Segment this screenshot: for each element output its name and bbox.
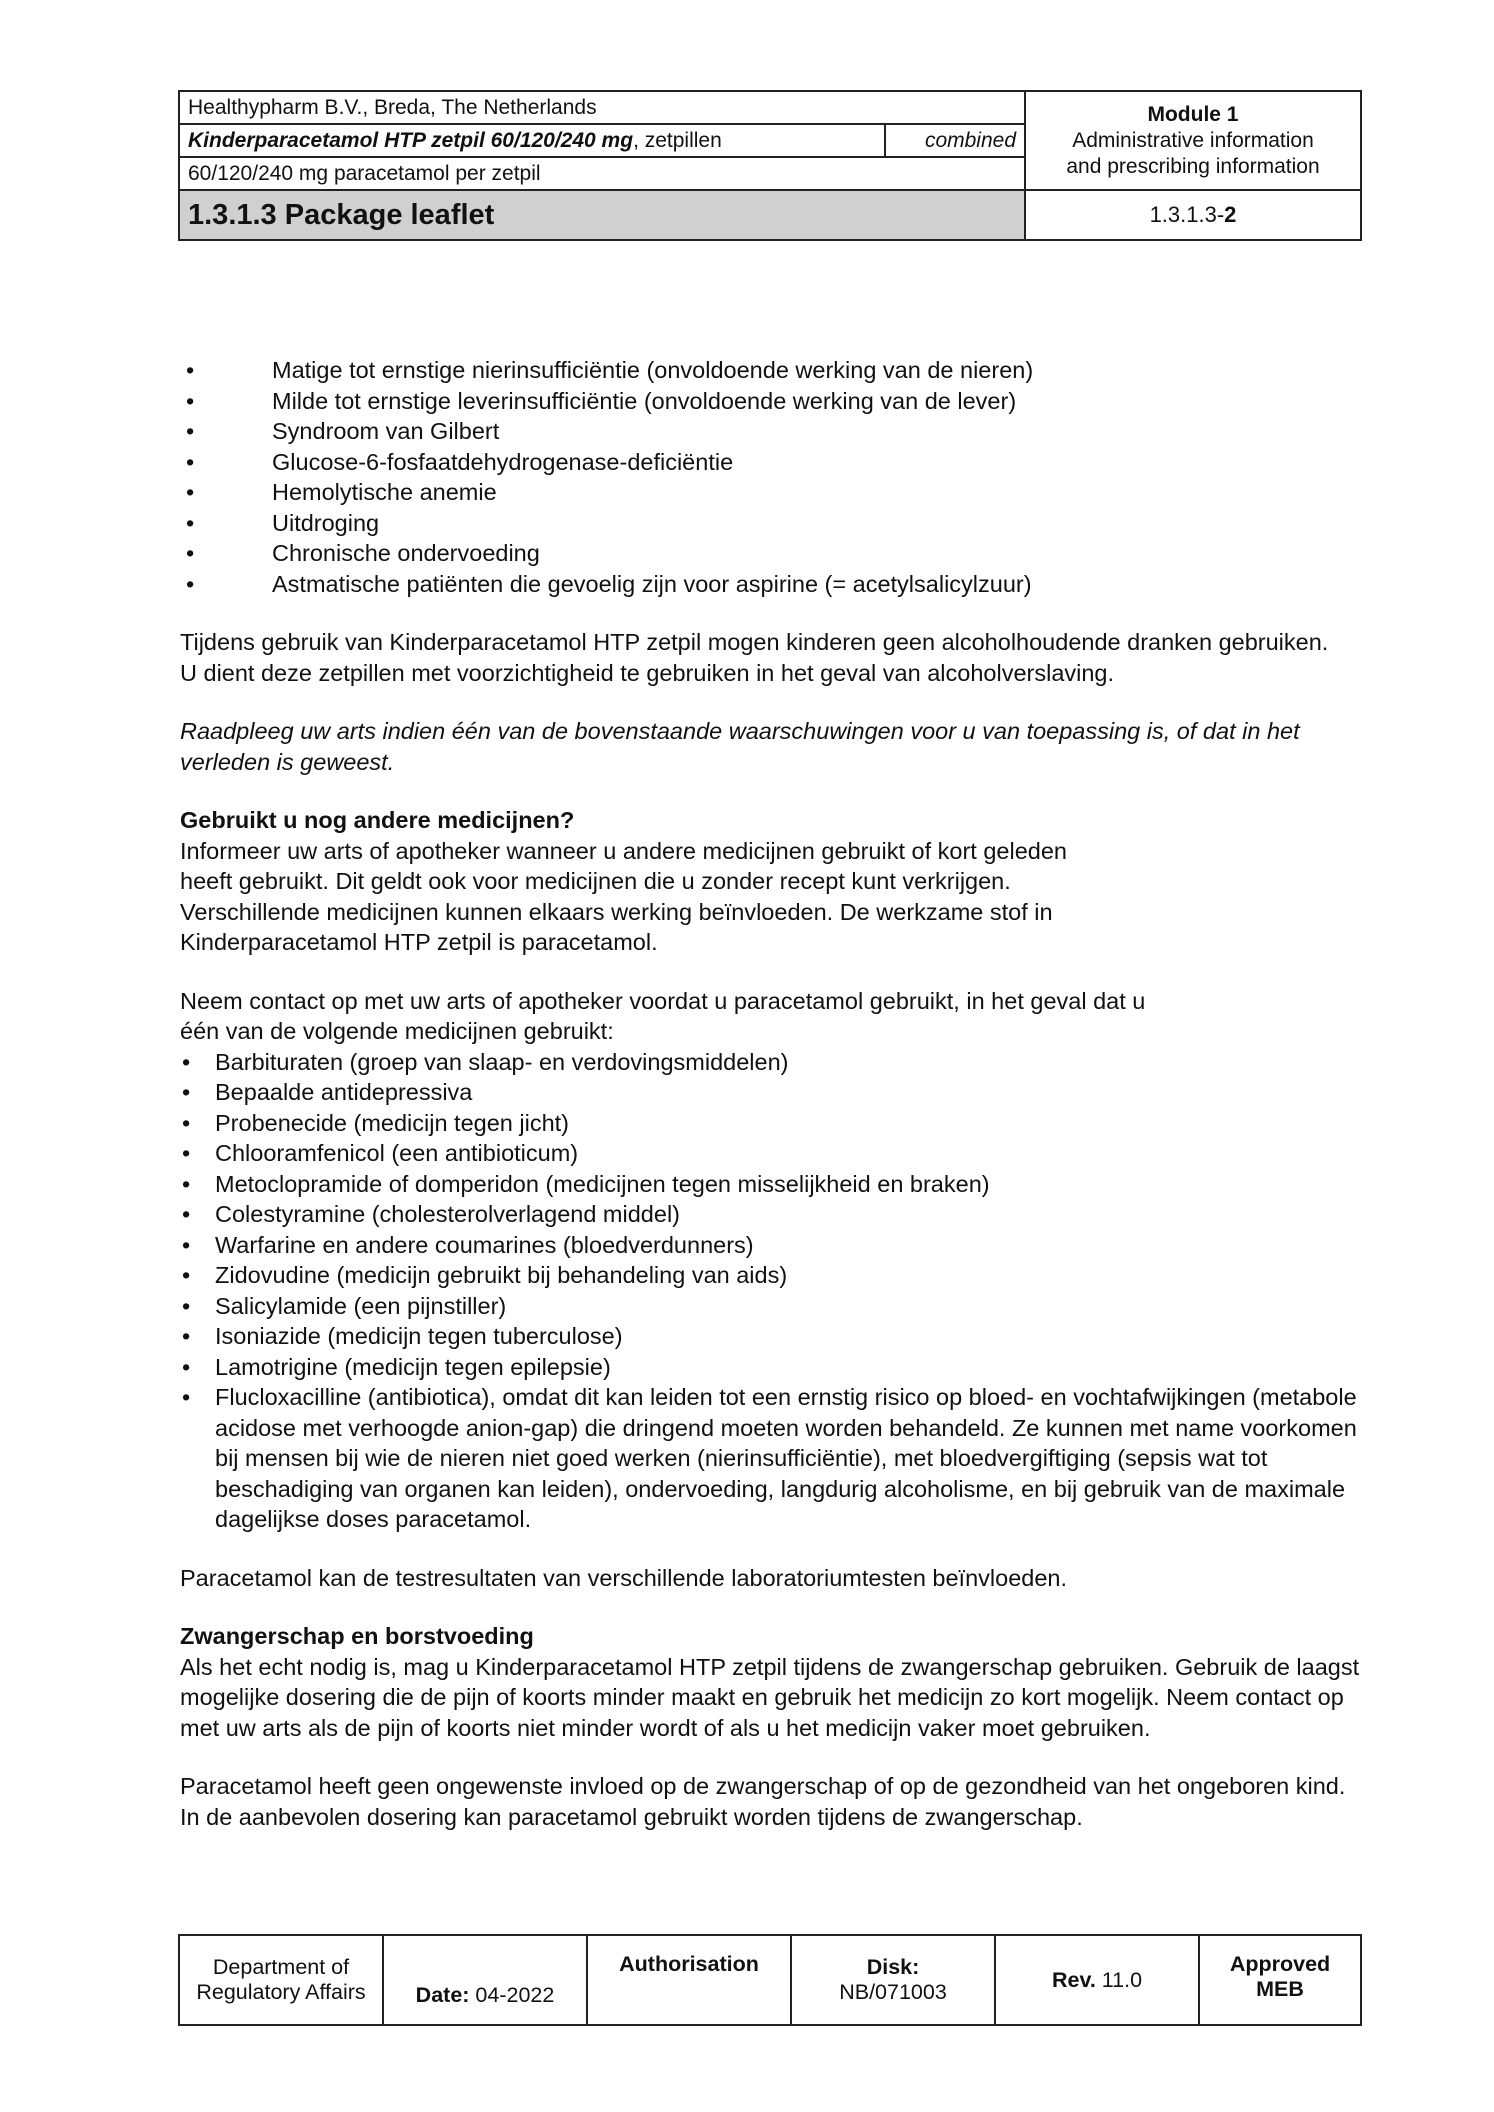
approved-cell: Approved MEB (1199, 1935, 1361, 2025)
other-medicines-line: Verschillende medicijnen kunnen elkaars werking beïnvloeden. De werkzame stof in (180, 898, 1053, 925)
disk-label: Disk: (866, 1955, 920, 1979)
other-medicines-line: heeft gebruikt. Dit geldt ook voor medicijnen die u zonder recept kunt verkrijgen. (180, 868, 1011, 894)
module-title: Module 1 (1147, 102, 1239, 126)
consult-note: Raadpleeg uw arts indien één van de bovenstaande waarschuwingen voor u van toepassing is, of dat in het verleden is geweest. (180, 718, 1300, 775)
list-item: • Isoniazide (medicijn tegen tuberculose) (180, 1321, 1365, 1352)
medicines-list (180, 1047, 1365, 1535)
other-medicines-heading: Gebruikt u nog andere medicijnen? (180, 807, 575, 833)
list-item: • Astmatische patiënten die gevoelig zijn voor aspirine (= acetylsalicylzuur) (180, 569, 1365, 600)
revision-cell (995, 1935, 1199, 2025)
list-item: • Flucloxacilline (antibiotica), omdat dit kan leiden tot een ernstig risico op bloed- en vochtafwijkingen (metabole acidose met verhoogde anion-gap) die dringend moeten worden behandeld. Ze kunnen met name voorkomen bij mensen bij wie de nieren niet goed werken (nierinsufficiëntie), met bloedvergiftiging (sepsis wat tot beschadiging van organen kan leiden), ondervoeding, langdurig alcoholisme, en bij gebruik van de maximale dagelijkse doses paracetamol. (180, 1382, 1365, 1535)
module-cell (1025, 91, 1361, 190)
header-table (178, 90, 1362, 241)
list-item: • Bepaalde antidepressiva (180, 1077, 1365, 1108)
page-prefix: 1.3.1.3- (1149, 202, 1225, 227)
contact-line: Neem contact op met uw arts of apotheker voordat u paracetamol gebruikt, in het geval dat u (180, 987, 1146, 1014)
list-item: • Barbituraten (groep van slaap- en verdovingsmiddelen) (180, 1047, 1365, 1078)
date-label: Date: (415, 1982, 470, 2007)
module-subtitle-1: Administrative information (1072, 128, 1314, 152)
department-cell (179, 1935, 383, 2025)
date-value: 04-2022 (469, 1982, 555, 2007)
date-cell (383, 1935, 587, 2025)
conditions-list (180, 355, 1365, 599)
module-subtitle-2: and prescribing information (1066, 154, 1320, 178)
list-item: • Matige tot ernstige nierinsufficiëntie (onvoldoende werking van de nieren) (180, 355, 1365, 386)
product-form: , zetpillen (633, 128, 722, 152)
list-item: • Uitdroging (180, 508, 1365, 539)
page-number: 2 (1224, 202, 1237, 227)
department-line-1: Department of (212, 1955, 350, 1979)
strength-cell: 60/120/240 mg paracetamol per zetpil (179, 157, 1025, 190)
revision-value: 11.0 (1095, 1967, 1143, 1992)
pregnancy-paragraph-2: Paracetamol heeft geen ongewenste invloed op de zwangerschap of op de gezondheid van het ongeboren kind. In de aanbevolen dosering kan paracetamol gebruikt worden tijdens de zwangerschap. (180, 1773, 1346, 1830)
list-item: • Syndroom van Gilbert (180, 416, 1365, 447)
list-item: • Hemolytische anemie (180, 477, 1365, 508)
contact-line: één van de volgende medicijnen gebruikt: (180, 1018, 614, 1044)
page-number-cell (1025, 190, 1361, 240)
other-medicines-line: Kinderparacetamol HTP zetpil is paracetamol. (180, 929, 658, 955)
leaflet-body (180, 355, 1365, 1832)
pregnancy-paragraph-1: Als het echt nodig is, mag u Kinderparacetamol HTP zetpil tijdens de zwangerschap gebruiken. Gebruik de laagst mogelijke dosering die de pijn of koorts minder maakt en gebruik het medicijn zo kort mogelijk. Neem contact op met uw arts als de pijn of koorts niet minder wordt of als u het medicijn vaker moet gebruiken. (180, 1653, 1360, 1741)
list-item: • Chlooramfenicol (een antibioticum) (180, 1138, 1365, 1169)
list-item: • Metoclopramide of domperidon (medicijnen tegen misselijkheid en braken) (180, 1169, 1365, 1200)
list-item: • Chronische ondervoeding (180, 538, 1365, 569)
product-cell (179, 124, 885, 157)
list-item: • Lamotrigine (medicijn tegen epilepsie) (180, 1352, 1365, 1383)
list-item: • Salicylamide (een pijnstiller) (180, 1291, 1365, 1322)
disk-value: NB/071003 (839, 1980, 947, 2004)
disk-cell (791, 1935, 995, 2025)
department-line-2: Regulatory Affairs (196, 1980, 366, 2004)
revision-label: Rev. (1051, 1967, 1096, 1992)
list-item: • Milde tot ernstige leverinsufficiëntie (onvoldoende werking van de lever) (180, 386, 1365, 417)
list-item: • Zidovudine (medicijn gebruikt bij behandeling van aids) (180, 1260, 1365, 1291)
list-item: • Glucose-6-fosfaatdehydrogenase-deficiëntie (180, 447, 1365, 478)
list-item: • Warfarine en andere coumarines (bloedverdunners) (180, 1230, 1365, 1261)
footer-table (178, 1934, 1362, 2026)
product-name: Kinderparacetamol HTP zetpil 60/120/240 mg (188, 128, 634, 152)
combined-cell: combined (885, 124, 1025, 157)
list-item: • Probenecide (medicijn tegen jicht) (180, 1108, 1365, 1139)
authorisation-cell: Authorisation (587, 1935, 791, 2025)
lab-tests-note: Paracetamol kan de testresultaten van verschillende laboratoriumtesten beïnvloeden. (180, 1564, 1067, 1591)
section-title: 1.3.1.3 Package leaflet (179, 190, 1025, 240)
pregnancy-heading: Zwangerschap en borstvoeding (180, 1623, 534, 1649)
company-cell: Healthypharm B.V., Breda, The Netherlands (179, 91, 1025, 124)
other-medicines-line: Informeer uw arts of apotheker wanneer u andere medicijnen gebruikt of kort geleden (180, 837, 1067, 864)
alcohol-warning: Tijdens gebruik van Kinderparacetamol HTP zetpil mogen kinderen geen alcoholhoudende dranken gebruiken. (180, 629, 1329, 655)
list-item: • Colestyramine (cholesterolverlagend middel) (180, 1199, 1365, 1230)
alcoholism-caution: U dient deze zetpillen met voorzichtigheid te gebruiken in het geval van alcoholverslaving. (180, 659, 1115, 686)
